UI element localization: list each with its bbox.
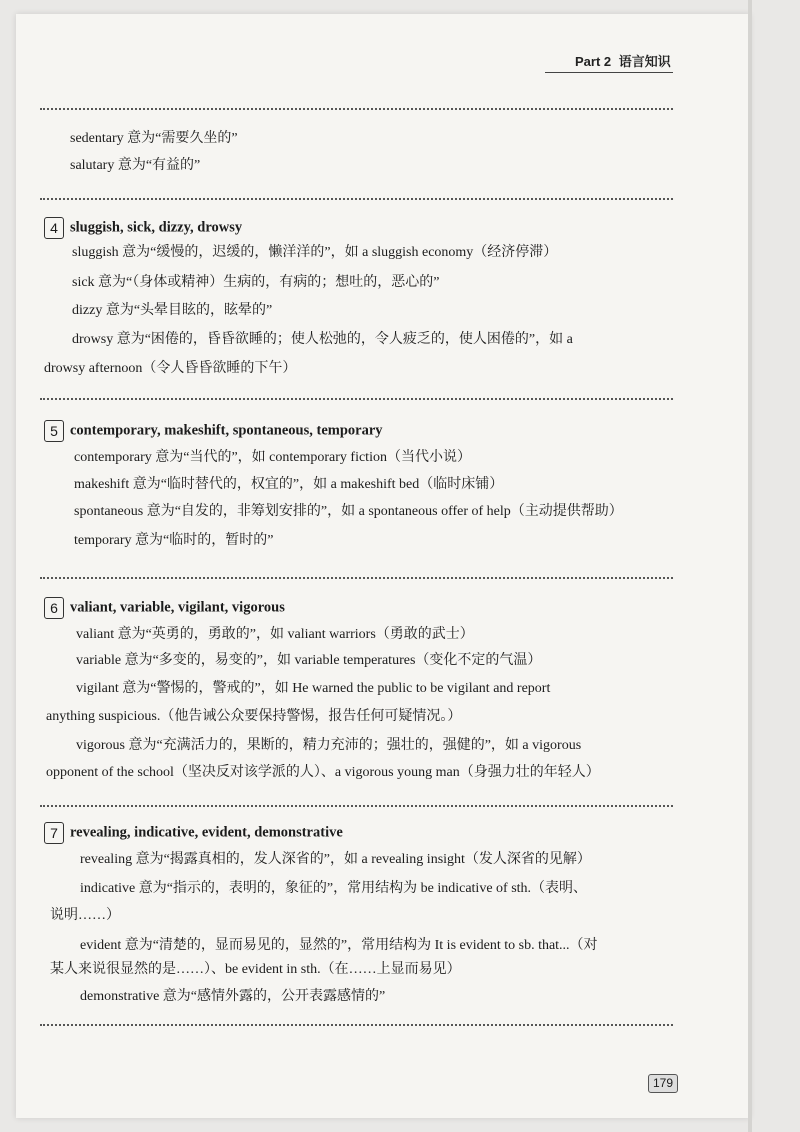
entry-variable: variable 意为“多变的，易变的”，如 variable temperatures（变化不定的气温） — [76, 653, 542, 668]
section-number-4: 4 — [44, 217, 64, 239]
section-heading-6 — [44, 597, 285, 619]
section-heading-5 — [44, 420, 383, 442]
section-number-5: 5 — [44, 420, 64, 442]
section-number-6: 6 — [44, 597, 64, 619]
entry-demonstrative: demonstrative 意为“感情外露的，公开表露感情的” — [80, 989, 386, 1004]
section-title-6: valiant, variable, vigilant, vigorous — [70, 599, 285, 616]
entry-vigilant: vigilant 意为“警惕的，警戒的”，如 He warned the public to be vigilant and report — [76, 681, 551, 696]
entry-temporary: temporary 意为“临时的，暂时的” — [74, 533, 274, 548]
dotted-divider — [40, 805, 673, 807]
entry-makeshift: makeshift 意为“临时替代的，权宜的”，如 a makeshift bed（临时床铺） — [74, 477, 504, 492]
entry-drowsy: drowsy 意为“困倦的，昏昏欲睡的；使人松弛的，令人疲乏的，使人困倦的”，如 a — [72, 332, 573, 347]
entry-indicative-cont: 说明……） — [50, 908, 120, 923]
entry-salutary: salutary 意为“有益的” — [70, 158, 201, 173]
entry-vigorous-cont: opponent of the school（坚决反对该学派的人）、a vigorous young man（身强力壮的年轻人） — [46, 765, 600, 780]
entry-sick: sick 意为“（身体或精神）生病的，有病的；想吐的，恶心的” — [72, 275, 440, 290]
entry-drowsy-cont: drowsy afternoon（令人昏昏欲睡的下午） — [44, 361, 297, 376]
header-rule — [545, 72, 673, 73]
page-number: 179 — [648, 1074, 678, 1093]
entry-sluggish: sluggish 意为“缓慢的，迟缓的，懒洋洋的”，如 a sluggish economy（经济停滞） — [72, 245, 558, 260]
running-header — [575, 51, 671, 70]
header-part: Part 2 — [575, 54, 612, 69]
book-spine — [748, 0, 752, 1132]
dotted-divider — [40, 1024, 673, 1026]
entry-spontaneous: spontaneous 意为“自发的，非筹划安排的”，如 a spontaneous offer of help（主动提供帮助） — [74, 504, 623, 519]
dotted-divider — [40, 398, 673, 400]
entry-dizzy: dizzy 意为“头晕目眩的，眩晕的” — [72, 303, 273, 318]
section-title-4: sluggish, sick, dizzy, drowsy — [70, 219, 243, 236]
entry-indicative: indicative 意为“指示的，表明的，象征的”，常用结构为 be indicative of sth.（表明、 — [80, 881, 588, 896]
dotted-divider — [40, 577, 673, 579]
entry-vigilant-cont: anything suspicious.（他告诫公众要保持警惕，报告任何可疑情况。） — [46, 709, 462, 724]
entry-sedentary: sedentary 意为“需要久坐的” — [70, 131, 238, 146]
entry-evident: evident 意为“清楚的，显而易见的，显然的”，常用结构为 It is evident to sb. that...（对 — [80, 938, 598, 953]
entry-vigorous: vigorous 意为“充满活力的，果断的，精力充沛的；强壮的，强健的”，如 a vigorous — [76, 738, 582, 753]
dotted-divider — [40, 108, 673, 110]
dotted-divider — [40, 198, 673, 200]
section-heading-4 — [44, 217, 242, 239]
entry-evident-cont: 某人来说很显然的是……）、be evident in sth.（在……上显而易见） — [50, 962, 461, 977]
entry-revealing: revealing 意为“揭露真相的，发人深省的”，如 a revealing insight（发人深省的见解） — [80, 852, 591, 867]
section-title-5: contemporary, makeshift, spontaneous, temporary — [70, 422, 383, 439]
section-title-7: revealing, indicative, evident, demonstrative — [70, 824, 343, 841]
section-heading-7 — [44, 822, 343, 844]
header-title: 语言知识 — [618, 54, 671, 69]
entry-contemporary: contemporary 意为“当代的”，如 contemporary fiction（当代小说） — [74, 450, 471, 465]
section-number-7: 7 — [44, 822, 64, 844]
entry-valiant: valiant 意为“英勇的，勇敢的”，如 valiant warriors（勇敢的武士） — [76, 627, 474, 642]
